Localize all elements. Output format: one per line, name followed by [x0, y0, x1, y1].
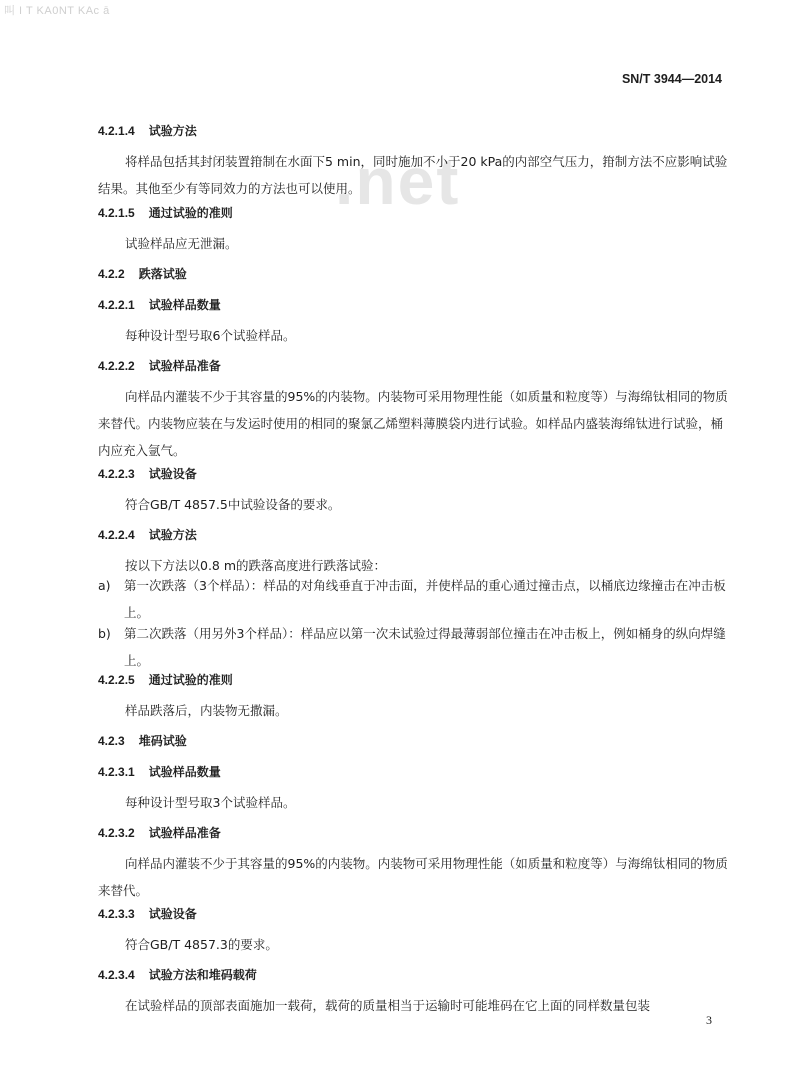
section-title: 试验样品准备 — [148, 359, 221, 373]
section-title: 通过试验的准则 — [148, 206, 233, 220]
paragraph: 向样品内灌装不少于其容量的95%的内装物。内装物可采用物理性能（如质量和粒度等）与海绵钛相同的物质来替代。内装物应装在与发运时使用的相同的聚氯乙烯塑料薄膜袋内进行试验。如样品内盛装海绵钛进行试验，桶内应充入氩气。 — [98, 389, 728, 458]
standard-code-header: SN/T 3944—2014 — [621, 72, 722, 86]
section-heading — [98, 466, 197, 482]
section-title: 试验设备 — [148, 467, 197, 481]
section-number: 4.2.2.3 — [98, 467, 135, 481]
section-heading — [98, 205, 233, 221]
paragraph: 每种设计型号取6个试验样品。 — [125, 328, 296, 343]
section-title: 堆码试验 — [138, 734, 187, 748]
page-number: 3 — [706, 1013, 712, 1027]
section-heading — [98, 967, 257, 983]
section-number: 4.2.3 — [98, 734, 125, 748]
section-title: 试验样品准备 — [148, 826, 221, 840]
section-heading — [98, 764, 221, 780]
section-title: 试验样品数量 — [148, 765, 221, 779]
section-heading — [98, 527, 197, 543]
watermark-text: .net — [335, 144, 461, 218]
section-number: 4.2.3.1 — [98, 765, 135, 779]
paragraph: 向样品内灌装不少于其容量的95%的内装物。内装物可采用物理性能（如质量和粒度等）与海绵钛相同的物质来替代。 — [98, 856, 728, 898]
section-number: 4.2.3.2 — [98, 826, 135, 840]
section-number: 4.2.2.5 — [98, 673, 135, 687]
section-number: 4.2.3.3 — [98, 907, 135, 921]
paragraph: 每种设计型号取3个试验样品。 — [125, 795, 296, 810]
section-title: 试验方法 — [148, 124, 197, 138]
section-number: 4.2.3.4 — [98, 968, 135, 982]
section-heading — [98, 266, 187, 282]
paragraph: 按以下方法以0.8 m的跌落高度进行跌落试验： — [125, 558, 387, 573]
paragraph: 符合GB/T 4857.5中试验设备的要求。 — [125, 497, 341, 512]
list-item — [98, 572, 728, 626]
list-item — [98, 620, 728, 674]
section-title: 通过试验的准则 — [148, 673, 233, 687]
section-heading — [98, 358, 221, 374]
paragraph: 符合GB/T 4857.3的要求。 — [125, 937, 278, 952]
list-item-text: 第二次跌落（用另外3个样品）：样品应以第一次未试验过得最薄弱部位撞击在冲击板上，例如桶身的纵向焊缝上。 — [124, 626, 726, 668]
section-heading — [98, 906, 197, 922]
section-title: 试验方法和堆码载荷 — [148, 968, 257, 982]
paragraph: 将样品包括其封闭装置箝制在水面下5 min，同时施加不小于20 kPa的内部空气压力，箝制方法不应影响试验结果。其他至少有等同效力的方法也可以使用。 — [98, 154, 728, 196]
section-heading — [98, 825, 221, 841]
section-title: 跌落试验 — [138, 267, 187, 281]
corner-mark: 叫 I T KA0NT KAc ā — [4, 5, 110, 17]
section-heading — [98, 733, 187, 749]
paragraph: 试验样品应无泄漏。 — [125, 236, 238, 251]
section-number: 4.2.2.2 — [98, 359, 135, 373]
list-marker: a) — [98, 578, 111, 593]
section-number: 4.2.2 — [98, 267, 125, 281]
list-item-text: 第一次跌落（3个样品）：样品的对角线垂直于冲击面，并使样品的重心通过撞击点，以桶底边缘撞击在冲击板上。 — [124, 578, 726, 620]
section-number: 4.2.1.5 — [98, 206, 135, 220]
paragraph: 样品跌落后，内装物无撒漏。 — [125, 703, 288, 718]
section-heading — [98, 297, 221, 313]
section-title: 试验方法 — [148, 528, 197, 542]
section-heading — [98, 123, 197, 139]
section-title: 试验设备 — [148, 907, 197, 921]
paragraph: 在试验样品的顶部表面施加一载荷，载荷的质量相当于运输时可能堆码在它上面的同样数量包装 — [125, 998, 651, 1013]
section-heading — [98, 672, 233, 688]
section-number: 4.2.1.4 — [98, 124, 135, 138]
list-marker: b) — [98, 626, 111, 641]
section-number: 4.2.2.1 — [98, 298, 135, 312]
section-number: 4.2.2.4 — [98, 528, 135, 542]
section-title: 试验样品数量 — [148, 298, 221, 312]
